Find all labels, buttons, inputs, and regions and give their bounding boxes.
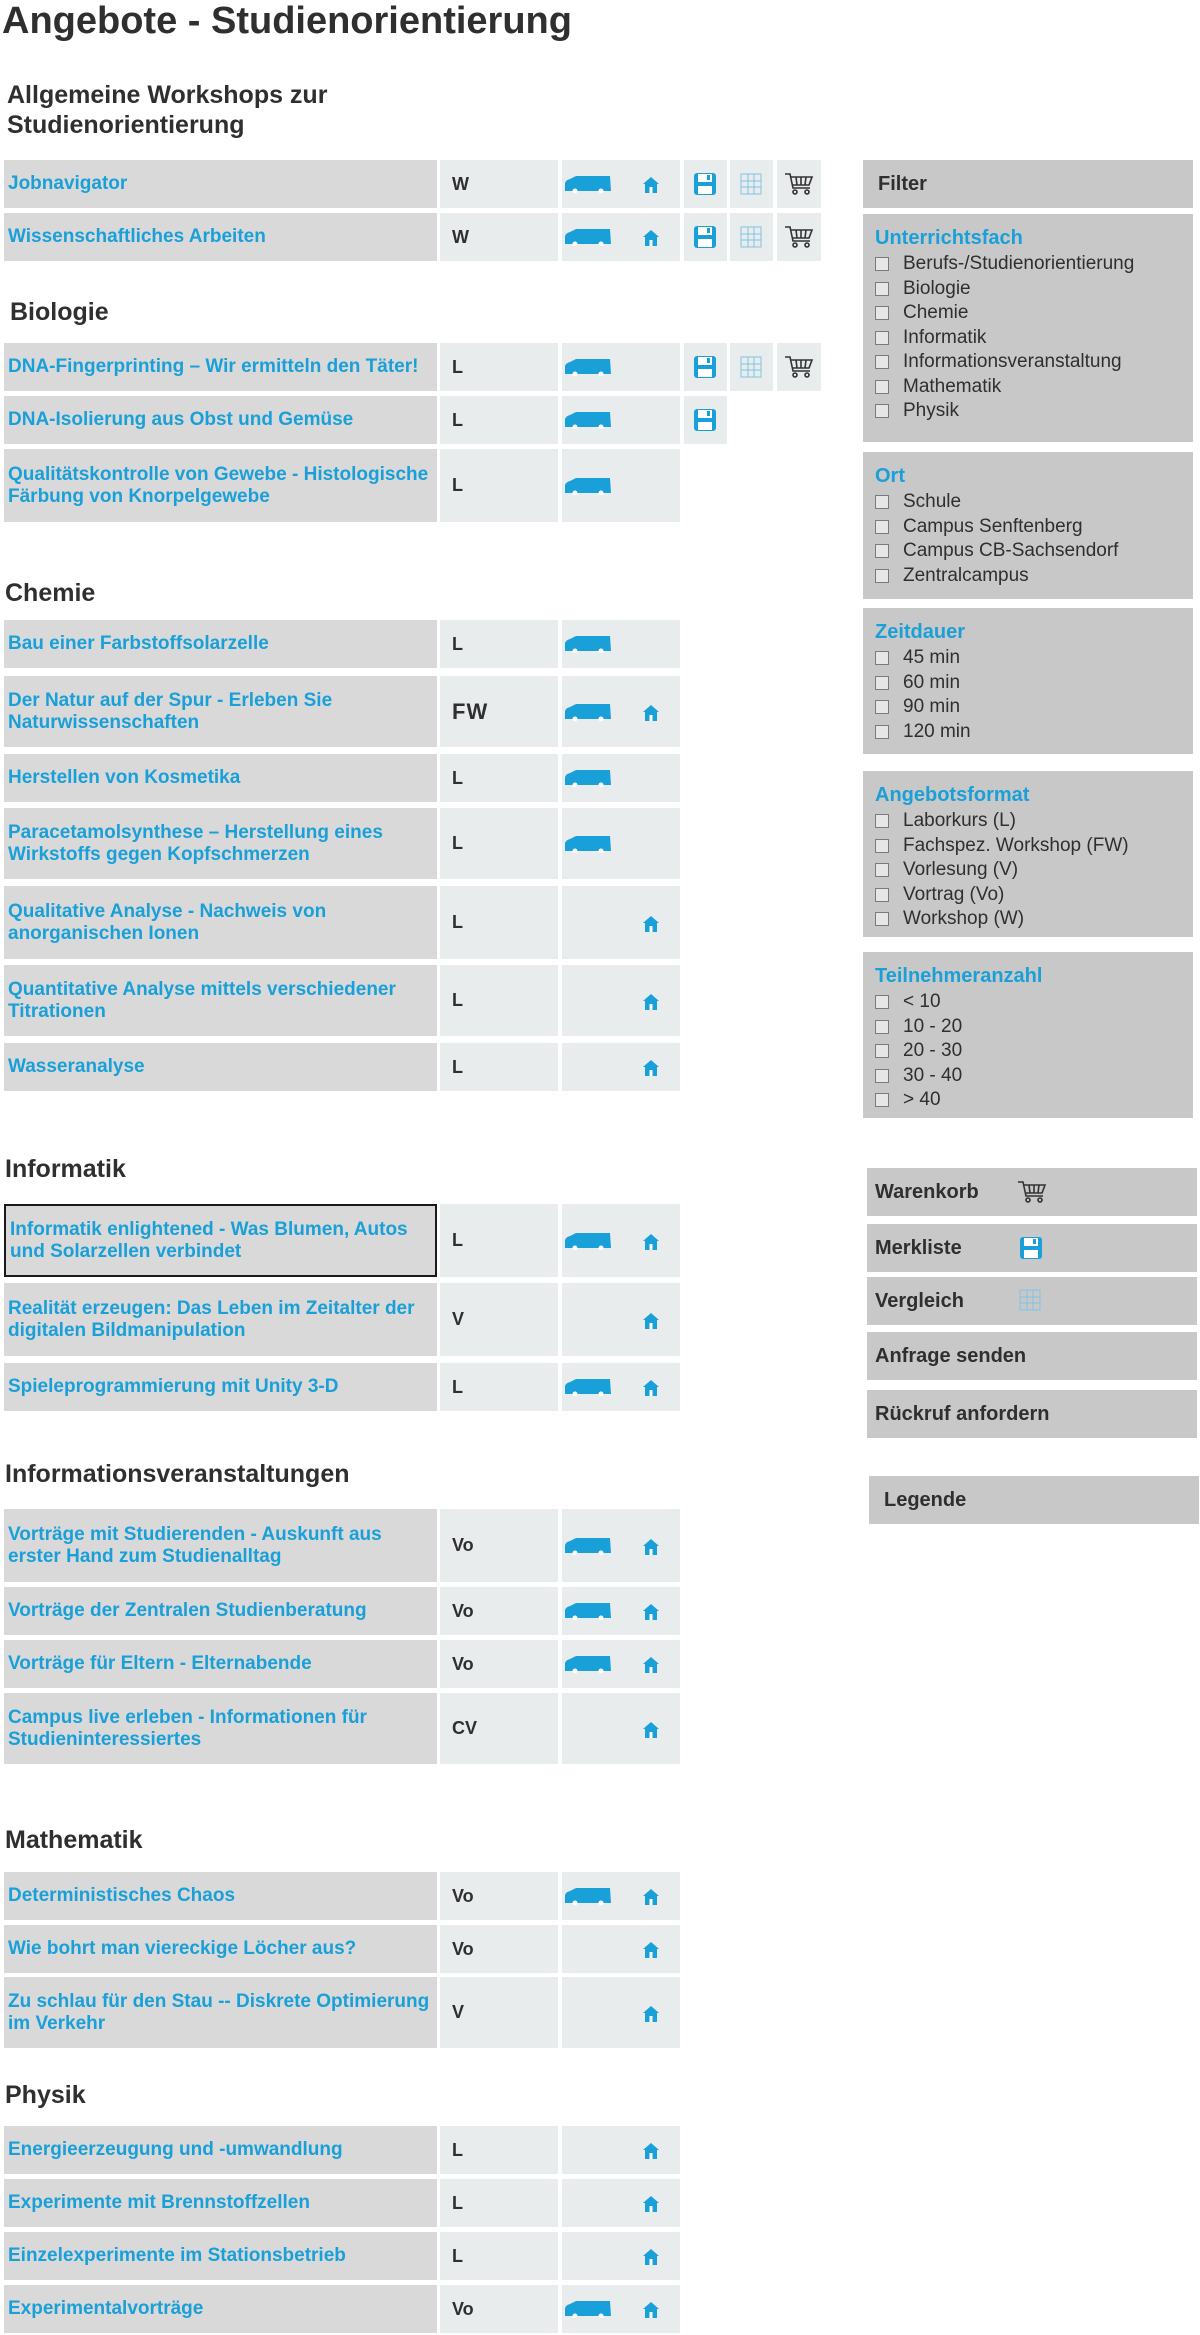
course-format: Vo: [440, 1925, 558, 1973]
filter-group-title: Angebotsformat: [875, 784, 1030, 806]
course-format: Vo: [440, 1509, 558, 1582]
filter-option-label: Laborkurs (L): [903, 810, 1016, 831]
filter-checkbox[interactable]: [875, 839, 889, 853]
van-icon: [564, 1232, 612, 1250]
filter-option-label: Berufs-/Studienorientierung: [903, 253, 1135, 274]
filter-option[interactable]: [875, 858, 1181, 883]
van-icon: [564, 1655, 612, 1673]
filter-option-label: Informatik: [903, 326, 987, 348]
course-format: Vo: [440, 1640, 558, 1688]
home-icon: [642, 1721, 660, 1739]
course-format: Vo: [440, 1587, 558, 1635]
van-icon: [564, 228, 612, 246]
course-icons: [562, 1363, 680, 1411]
filter-checkbox[interactable]: [875, 700, 889, 714]
home-icon: [642, 704, 660, 722]
van-icon: [564, 477, 612, 495]
course-format: L: [440, 620, 558, 668]
course-title-link[interactable]: Quantitative Analyse mittels verschiedener Titrationen: [4, 965, 437, 1036]
add-to-merkliste-button[interactable]: [684, 396, 727, 444]
course-icons: [562, 2285, 680, 2333]
rueckruf-anfordern-button[interactable]: [867, 1390, 1197, 1438]
section-title-mathematik: Mathematik: [5, 1826, 143, 1854]
cart-icon: [784, 355, 814, 379]
filter-checkbox[interactable]: [875, 355, 889, 369]
course-title-link[interactable]: Informatik enlightened - Was Blumen, Autos und Solarzellen verbindet: [4, 1204, 437, 1277]
home-icon: [642, 2005, 660, 2023]
course-format: L: [440, 886, 558, 959]
cart-icon: [784, 225, 814, 249]
course-title-link[interactable]: Qualitative Analyse - Nachweis von anorganischen Ionen: [4, 886, 437, 959]
course-format: L: [440, 2126, 558, 2174]
filter-option-label: Informationsveranstaltung: [903, 351, 1122, 372]
vergleich-button-label: Vergleich: [875, 1289, 964, 1312]
home-icon: [642, 176, 660, 194]
course-format: W: [440, 160, 558, 208]
van-icon: [564, 175, 612, 193]
cart-icon: [784, 172, 814, 196]
filter-option[interactable]: [875, 646, 1181, 671]
home-icon: [642, 1233, 660, 1251]
course-title-link[interactable]: Einzelexperimente im Stationsbetrieb: [4, 2232, 437, 2280]
course-icons: [562, 886, 680, 959]
van-icon: [564, 1887, 612, 1905]
filter-option-label: 45 min: [903, 647, 961, 668]
home-icon: [642, 1656, 660, 1674]
filter-option[interactable]: [875, 720, 1181, 745]
course-icons: [562, 343, 680, 391]
course-title-link[interactable]: Campus live erleben - Informationen für Studieninteressiertes: [4, 1693, 437, 1764]
course-title-link[interactable]: Qualitätskontrolle von Gewebe - Histologische Färbung von Knorpelgewebe: [4, 449, 437, 522]
course-icons: [562, 1693, 680, 1764]
course-format: L: [440, 1363, 558, 1411]
filter-group-title: Unterrichtsfach: [875, 227, 1023, 249]
home-icon: [642, 2142, 660, 2160]
filter-option-label: Workshop (W): [903, 908, 1025, 929]
course-icons: [562, 213, 680, 261]
save-icon: [1019, 1236, 1043, 1260]
add-to-merkliste-button[interactable]: [684, 160, 727, 208]
compare-grid-icon: [740, 226, 762, 248]
filter-option-label: < 10: [903, 991, 941, 1012]
filter-option-label: Mathematik: [903, 375, 1002, 397]
course-title-link[interactable]: Realität erzeugen: Das Leben im Zeitalter der digitalen Bildmanipulation: [4, 1283, 437, 1356]
filter-option-label: Physik: [903, 400, 959, 421]
filter-option-label: 20 - 30: [903, 1040, 963, 1061]
van-icon: [564, 635, 612, 653]
add-to-warenkorb-button[interactable]: [777, 213, 821, 261]
filter-checkbox[interactable]: [875, 331, 889, 345]
course-title-link[interactable]: Zu schlau für den Stau -- Diskrete Optimierung im Verkehr: [4, 1977, 437, 2048]
course-icons: [562, 676, 680, 747]
course-title-link[interactable]: Energieerzeugung und -umwandlung: [4, 2126, 437, 2174]
filter-option[interactable]: [875, 1039, 1181, 1064]
filter-option-label: 10 - 20: [903, 1015, 963, 1037]
filter-option[interactable]: [875, 252, 1181, 277]
course-icons: [562, 1509, 680, 1582]
rueckruf-anfordern-button-label: Rückruf anfordern: [875, 1402, 1050, 1425]
course-title-link[interactable]: Experimentalvorträge: [4, 2285, 437, 2333]
filter-option[interactable]: [875, 539, 1181, 564]
warenkorb-button-label: Warenkorb: [875, 1180, 979, 1203]
filter-option[interactable]: [875, 564, 1181, 589]
course-icons: [562, 396, 680, 444]
filter-option[interactable]: [875, 326, 1181, 351]
filter-group-zeitdauer: [863, 608, 1193, 754]
home-icon: [642, 2195, 660, 2213]
course-format: W: [440, 213, 558, 261]
course-title-link[interactable]: Paracetamolsynthese – Herstellung eines Wirkstoffs gegen Kopfschmerzen: [4, 808, 437, 879]
course-format: Vo: [440, 2285, 558, 2333]
filter-checkbox[interactable]: [875, 814, 889, 828]
filter-option-label: Vortrag (Vo): [903, 883, 1005, 905]
filter-option[interactable]: [875, 301, 1181, 326]
van-icon: [564, 769, 612, 787]
merkliste-button[interactable]: [867, 1224, 1197, 1272]
course-format: L: [440, 1043, 558, 1091]
course-format: L: [440, 396, 558, 444]
filter-group-title: Zeitdauer: [875, 621, 966, 643]
add-to-vergleich-button[interactable]: [730, 213, 773, 261]
warenkorb-button[interactable]: [867, 1168, 1197, 1216]
course-icons: [562, 2232, 680, 2280]
filter-group-title: Teilnehmeranzahl: [875, 965, 1043, 987]
filter-option[interactable]: [875, 834, 1181, 859]
filter-header[interactable]: Filter: [863, 160, 1193, 208]
filter-option[interactable]: [875, 490, 1181, 515]
filter-option-label: Chemie: [903, 302, 969, 323]
filter-option[interactable]: [875, 515, 1181, 540]
home-icon: [642, 2248, 660, 2266]
section-title-infoveranstaltungen: Informationsveranstaltungen: [5, 1460, 350, 1488]
course-title-link[interactable]: Bau einer Farbstoffsolarzelle: [4, 620, 437, 668]
van-icon: [564, 2300, 612, 2318]
add-to-warenkorb-button[interactable]: [777, 343, 821, 391]
course-format: L: [440, 1204, 558, 1277]
course-format: L: [440, 808, 558, 879]
filter-checkbox[interactable]: [875, 725, 889, 739]
filter-option-label: Campus CB-Sachsendorf: [903, 540, 1119, 561]
section-title-biologie: Biologie: [10, 298, 109, 326]
filter-checkbox[interactable]: [875, 651, 889, 665]
course-icons: [562, 1587, 680, 1635]
legende-button[interactable]: [869, 1476, 1199, 1524]
filter-group-teilnehmeranzahl: [863, 952, 1193, 1118]
course-title-link[interactable]: Jobnavigator: [4, 160, 437, 208]
section-title-chemie: Chemie: [5, 579, 96, 607]
home-icon: [642, 229, 660, 247]
filter-option-label: Campus Senftenberg: [903, 515, 1083, 537]
filter-option-label: 120 min: [903, 720, 971, 742]
filter-option-label: Biologie: [903, 277, 971, 299]
filter-checkbox[interactable]: [875, 912, 889, 926]
course-title-link[interactable]: Herstellen von Kosmetika: [4, 754, 437, 802]
save-icon: [693, 355, 717, 379]
van-icon: [564, 1378, 612, 1396]
course-icons: [562, 965, 680, 1036]
filter-option-label: > 40: [903, 1089, 941, 1110]
filter-option-label: Zentralcampus: [903, 564, 1029, 586]
filter-checkbox[interactable]: [875, 380, 889, 394]
course-icons: [562, 1872, 680, 1920]
filter-option-label: 30 - 40: [903, 1064, 963, 1086]
filter-checkbox[interactable]: [875, 676, 889, 690]
course-title-link[interactable]: Experimente mit Brennstoffzellen: [4, 2179, 437, 2227]
home-icon: [642, 1059, 660, 1077]
add-to-merkliste-button[interactable]: [684, 213, 727, 261]
course-icons: [562, 620, 680, 668]
section-title-allgemein: Allgemeine Workshops zur Studienorientierung: [7, 81, 328, 139]
filter-option-label: 60 min: [903, 671, 961, 693]
filter-option[interactable]: [875, 350, 1181, 375]
filter-checkbox[interactable]: [875, 569, 889, 583]
compare-grid-icon: [740, 356, 762, 378]
home-icon: [642, 1888, 660, 1906]
course-title-link[interactable]: DNA-Isolierung aus Obst und Gemüse: [4, 396, 437, 444]
filter-checkbox[interactable]: [875, 404, 889, 418]
home-icon: [642, 1312, 660, 1330]
filter-checkbox[interactable]: [875, 995, 889, 1009]
filter-option-label: Fachspez. Workshop (FW): [903, 834, 1129, 856]
course-title-link[interactable]: Vorträge der Zentralen Studienberatung: [4, 1587, 437, 1635]
filter-option[interactable]: [875, 1064, 1181, 1089]
course-title-link[interactable]: Wie bohrt man viereckige Löcher aus?: [4, 1925, 437, 1973]
filter-checkbox[interactable]: [875, 1093, 889, 1107]
course-format: CV: [440, 1693, 558, 1764]
course-icons: [562, 808, 680, 879]
filter-option-label: Vorlesung (V): [903, 859, 1019, 880]
course-icons: [562, 1283, 680, 1356]
filter-option-label: 90 min: [903, 696, 961, 717]
filter-checkbox[interactable]: [875, 1020, 889, 1034]
page-title: Angebote - Studienorientierung: [2, 0, 572, 42]
course-icons: [562, 1043, 680, 1091]
add-to-vergleich-button[interactable]: [730, 160, 773, 208]
filter-option[interactable]: [875, 990, 1181, 1015]
filter-option[interactable]: [875, 1015, 1181, 1040]
filter-option[interactable]: [875, 1088, 1181, 1113]
course-title-link[interactable]: Spieleprogrammierung mit Unity 3-D: [4, 1363, 437, 1411]
course-format: L: [440, 2232, 558, 2280]
van-icon: [564, 1602, 612, 1620]
course-title-link[interactable]: Wissenschaftliches Arbeiten: [4, 213, 437, 261]
home-icon: [642, 1379, 660, 1397]
filter-option[interactable]: [875, 907, 1181, 932]
course-title-link[interactable]: Wasseranalyse: [4, 1043, 437, 1091]
cart-icon: [1017, 1180, 1047, 1204]
filter-checkbox[interactable]: [875, 495, 889, 509]
course-format: L: [440, 754, 558, 802]
home-icon: [642, 1941, 660, 1959]
compare-grid-icon: [1019, 1289, 1041, 1311]
filter-checkbox[interactable]: [875, 257, 889, 271]
filter-group-angebotsformat: [863, 771, 1193, 937]
course-format: L: [440, 965, 558, 1036]
course-icons: [562, 754, 680, 802]
course-icons: [562, 1925, 680, 1973]
filter-group-ort: [863, 452, 1193, 599]
filter-checkbox[interactable]: [875, 888, 889, 902]
merkliste-button-label: Merkliste: [875, 1236, 962, 1259]
filter-checkbox[interactable]: [875, 306, 889, 320]
filter-checkbox[interactable]: [875, 282, 889, 296]
home-icon: [642, 2301, 660, 2319]
filter-checkbox[interactable]: [875, 520, 889, 534]
course-title-link[interactable]: Deterministisches Chaos: [4, 1872, 437, 1920]
add-to-warenkorb-button[interactable]: [777, 160, 821, 208]
filter-checkbox[interactable]: [875, 1044, 889, 1058]
filter-option[interactable]: [875, 399, 1181, 424]
filter-checkbox[interactable]: [875, 544, 889, 558]
van-icon: [564, 703, 612, 721]
course-icons: [562, 1204, 680, 1277]
van-icon: [564, 835, 612, 853]
course-format: L: [440, 2179, 558, 2227]
section-title-informatik: Informatik: [5, 1155, 126, 1183]
home-icon: [642, 915, 660, 933]
add-to-vergleich-button[interactable]: [730, 343, 773, 391]
filter-option-label: Schule: [903, 491, 962, 512]
van-icon: [564, 1537, 612, 1555]
course-title-link[interactable]: Vorträge für Eltern - Elternabende: [4, 1640, 437, 1688]
course-icons: [562, 160, 680, 208]
van-icon: [564, 358, 612, 376]
filter-option[interactable]: [875, 375, 1181, 400]
filter-option[interactable]: [875, 883, 1181, 908]
filter-option[interactable]: [875, 809, 1181, 834]
course-icons: [562, 1640, 680, 1688]
course-format: V: [440, 1977, 558, 2048]
course-icons: [562, 2179, 680, 2227]
home-icon: [642, 993, 660, 1011]
home-icon: [642, 1603, 660, 1621]
anfrage-senden-button-label: Anfrage senden: [875, 1344, 1027, 1367]
filter-checkbox[interactable]: [875, 1069, 889, 1083]
save-icon: [693, 408, 717, 432]
course-icons: [562, 1977, 680, 2048]
filter-option[interactable]: [875, 695, 1181, 720]
home-icon: [642, 1538, 660, 1556]
course-title-link[interactable]: Der Natur auf der Spur - Erleben Sie Naturwissenschaften: [4, 676, 437, 747]
course-title-link[interactable]: Vorträge mit Studierenden - Auskunft aus erster Hand zum Studienalltag: [4, 1509, 437, 1582]
anfrage-senden-button[interactable]: [867, 1332, 1197, 1380]
course-title-link[interactable]: DNA-Fingerprinting – Wir ermitteln den Täter!: [4, 343, 437, 391]
save-icon: [693, 172, 717, 196]
filter-option[interactable]: [875, 671, 1181, 696]
course-format: V: [440, 1283, 558, 1356]
filter-group-title: Ort: [875, 465, 905, 487]
filter-checkbox[interactable]: [875, 863, 889, 877]
course-format: Vo: [440, 1872, 558, 1920]
legende-label: Legende: [884, 1488, 967, 1511]
course-icons: [562, 449, 680, 522]
filter-group-unterrichtsfach: [863, 214, 1193, 442]
save-icon: [693, 225, 717, 249]
section-title-physik: Physik: [5, 2081, 86, 2109]
filter-option[interactable]: [875, 277, 1181, 302]
van-icon: [564, 411, 612, 429]
add-to-merkliste-button[interactable]: [684, 343, 727, 391]
vergleich-button[interactable]: [867, 1277, 1197, 1325]
course-icons: [562, 2126, 680, 2174]
course-format: L: [440, 449, 558, 522]
compare-grid-icon: [740, 173, 762, 195]
course-format: L: [440, 343, 558, 391]
course-format: FW: [440, 676, 558, 747]
